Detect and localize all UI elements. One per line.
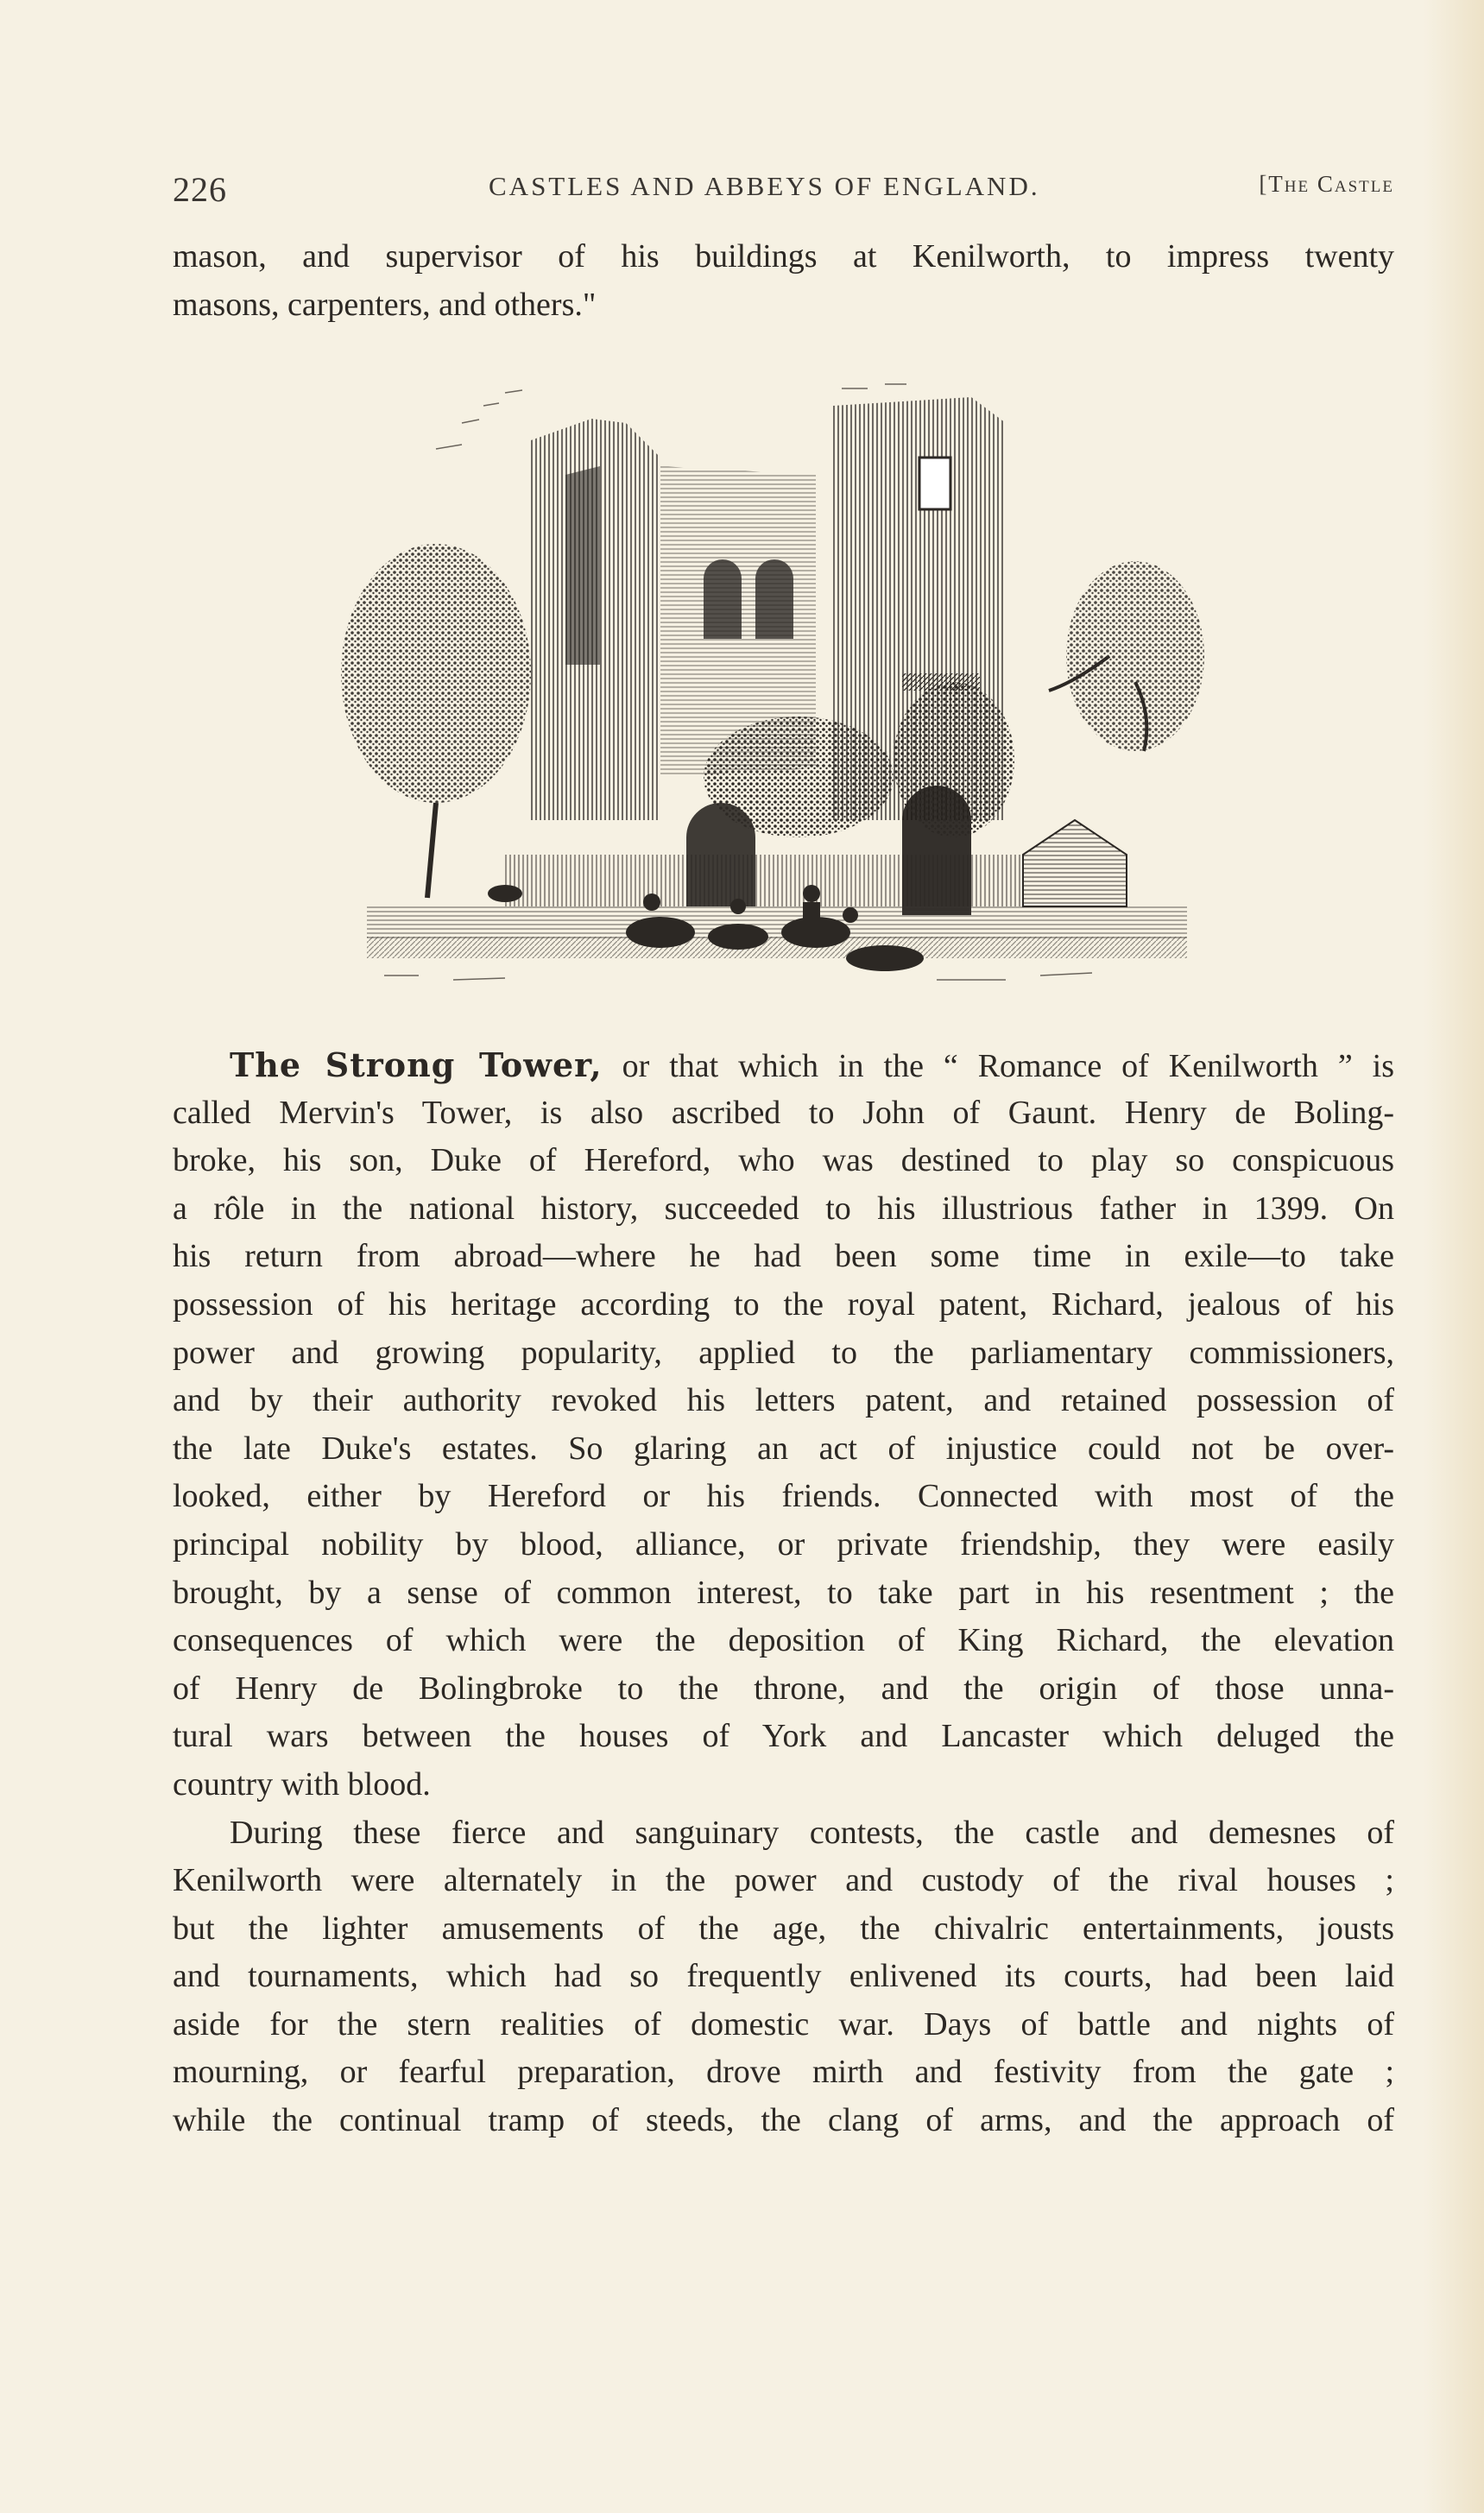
text-line: tural wars between the houses of York and Lancaster which deluged the <box>173 1718 1394 1755</box>
text-line: power and growing popularity, applied to the parliamentary commissioners, <box>173 1334 1394 1371</box>
text-line: masons, carpenters, and others." <box>173 286 597 323</box>
castle-engraving-icon <box>332 371 1213 1001</box>
text-line: Kenilworth were alternately in the power and custody of the rival houses ; <box>173 1862 1394 1899</box>
text-line: and tournaments, which had so frequently enlivened its courts, had been laid <box>173 1958 1394 1995</box>
text-line: his return from abroad—where he had been some time in exile—to take <box>173 1238 1394 1275</box>
top-paragraph <box>173 233 1394 329</box>
text-line: but the lighter amusements of the age, the chivalric entertainments, jousts <box>173 1910 1394 1947</box>
running-header <box>173 164 1394 207</box>
text-line: consequences of which were the deposition of King Richard, the elevation <box>173 1622 1394 1659</box>
section-lead: The Strong Tower, <box>230 1045 603 1084</box>
text-line: mason, and supervisor of his buildings at Kenilworth, to impress twenty <box>173 238 1394 275</box>
text-line: aside for the stern realities of domestic war. Days of battle and nights of <box>173 2005 1394 2043</box>
running-title: CASTLES AND ABBEYS OF ENGLAND. <box>489 171 1040 201</box>
running-section: [The Castle <box>1259 171 1394 197</box>
text-line: called Mervin's Tower, is also ascribed to John of Gaunt. Henry de Boling- <box>173 1094 1394 1131</box>
text-line: of Henry de Bolingbroke to the throne, and the origin of those unna- <box>173 1670 1394 1707</box>
text-line: mourning, or fearful preparation, drove mirth and festivity from the gate ; <box>173 2054 1394 2091</box>
text-line <box>173 1041 1394 1089</box>
text-line: and by their authority revoked his letters patent, and retained possession of <box>173 1382 1394 1419</box>
text-line: possession of his heritage according to the royal patent, Richard, jealous of his <box>173 1285 1394 1323</box>
text-line: looked, either by Hereford or his friends. Connected with most of the <box>173 1478 1394 1515</box>
text-segment: or that which in the “ Romance of Kenilworth ” is <box>602 1048 1394 1084</box>
text-line: the late Duke's estates. So glaring an act of injustice could not be over- <box>173 1430 1394 1467</box>
page-number: 226 <box>173 170 227 209</box>
body-text <box>173 1041 1394 2145</box>
text-line: During these fierce and sanguinary contests, the castle and demesnes of <box>230 1814 1394 1851</box>
text-line: while the continual tramp of steeds, the clang of arms, and the approach of <box>173 2102 1394 2139</box>
text-line: broke, his son, Duke of Hereford, who was destined to play so conspicuous <box>173 1142 1394 1179</box>
text-line: a rôle in the national history, succeeded to his illustrious father in 1399. On <box>173 1190 1394 1227</box>
castle-ruin-engraving <box>332 371 1213 1001</box>
text-line: brought, by a sense of common interest, to take part in his resentment ; the <box>173 1574 1394 1611</box>
text-line: country with blood. <box>173 1765 431 1803</box>
text-line: principal nobility by blood, alliance, or private friendship, they were easily <box>173 1525 1394 1563</box>
page-edge-shading <box>1424 0 1484 2513</box>
